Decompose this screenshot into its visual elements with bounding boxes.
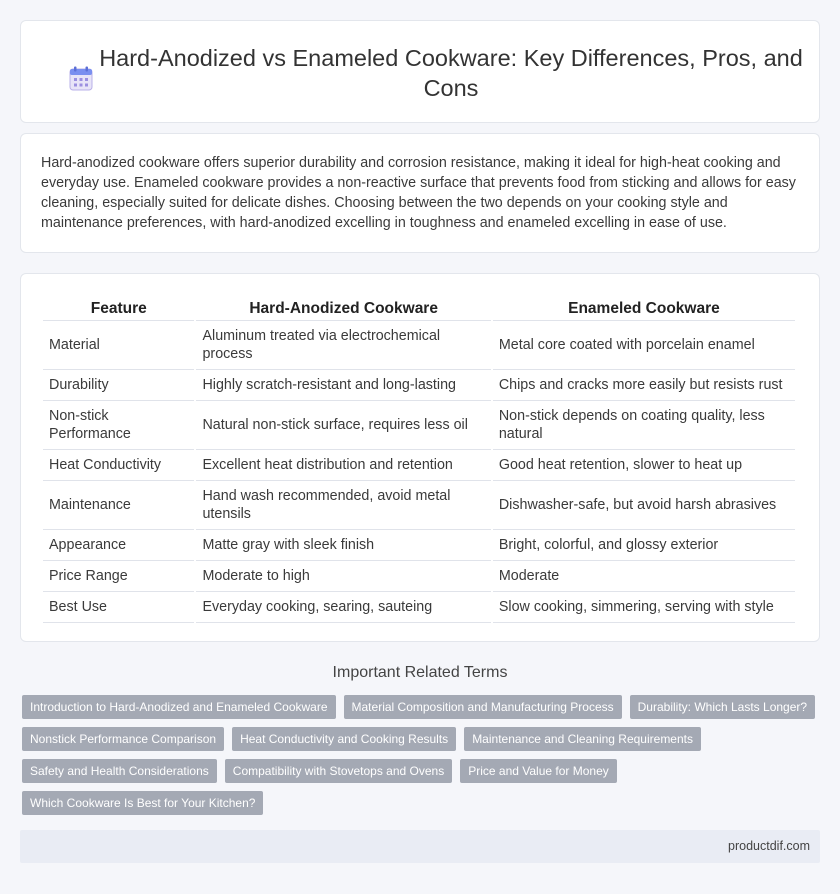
intro-text: Hard-anodized cookware offers superior durability and corrosion resistance, making it ideal for high-heat cooking and everyday use. Enameled cookware provides a non-reactive surface that prevents food from sticking and allows for easy cleaning, especially suited for delicate dishes. Choosing between the two depends on your cooking style and maintenance preferences, with hard-anodized excelling in toughness and enameled excelling in ease of use.	[41, 155, 796, 231]
row-feature: Best Use	[43, 592, 194, 623]
tag-row	[22, 727, 822, 751]
table-row	[43, 592, 795, 623]
related-term-tag[interactable]: Material Composition and Manufacturing Process	[344, 695, 622, 719]
table-row	[43, 450, 795, 481]
intro-card	[20, 133, 820, 253]
table-row	[43, 530, 795, 561]
row-feature: Price Range	[43, 561, 194, 592]
row-feature: Material	[43, 321, 194, 370]
related-term-tag[interactable]: Introduction to Hard-Anodized and Enameled Cookware	[22, 695, 336, 719]
row-hard-anodized: Natural non-stick surface, requires less oil	[196, 401, 490, 450]
row-hard-anodized: Highly scratch-resistant and long-lasting	[196, 370, 490, 401]
row-hard-anodized: Matte gray with sleek finish	[196, 530, 490, 561]
related-term-tag[interactable]: Heat Conductivity and Cooking Results	[232, 727, 456, 751]
row-enameled: Chips and cracks more easily but resists rust	[493, 370, 795, 401]
row-hard-anodized: Excellent heat distribution and retention	[196, 450, 490, 481]
row-hard-anodized: Moderate to high	[196, 561, 490, 592]
row-enameled: Non-stick depends on coating quality, less natural	[493, 401, 795, 450]
row-hard-anodized: Hand wash recommended, avoid metal utensils	[196, 481, 490, 530]
tag-row	[22, 695, 822, 719]
row-feature: Appearance	[43, 530, 194, 561]
tag-row	[22, 759, 822, 783]
row-feature: Non-stick Performance	[43, 401, 194, 450]
related-term-tag[interactable]: Nonstick Performance Comparison	[22, 727, 224, 751]
row-enameled: Metal core coated with porcelain enamel	[493, 321, 795, 370]
table-row	[43, 481, 795, 530]
row-feature: Durability	[43, 370, 194, 401]
row-enameled: Good heat retention, slower to heat up	[493, 450, 795, 481]
tag-row	[22, 791, 822, 815]
row-enameled: Slow cooking, simmering, serving with style	[493, 592, 795, 623]
related-term-tag[interactable]: Price and Value for Money	[460, 759, 617, 783]
header-hard-anodized: Hard-Anodized Cookware	[196, 296, 490, 321]
footer-site-link[interactable]: productdif.com	[728, 839, 810, 853]
row-hard-anodized: Everyday cooking, searing, sauteing	[196, 592, 490, 623]
page-title: Hard-Anodized vs Enameled Cookware: Key Differences, Pros, and Cons	[99, 45, 803, 101]
related-term-tag[interactable]: Safety and Health Considerations	[22, 759, 217, 783]
header-feature: Feature	[43, 296, 194, 321]
related-term-tag[interactable]: Which Cookware Is Best for Your Kitchen?	[22, 791, 263, 815]
comparison-table-card	[20, 273, 820, 642]
related-term-tag[interactable]: Maintenance and Cleaning Requirements	[464, 727, 701, 751]
row-enameled: Moderate	[493, 561, 795, 592]
title-card	[20, 20, 820, 123]
row-enameled: Dishwasher-safe, but avoid harsh abrasives	[493, 481, 795, 530]
table-row	[43, 321, 795, 370]
related-terms-title: Important Related Terms	[332, 664, 508, 681]
row-enameled: Bright, colorful, and glossy exterior	[493, 530, 795, 561]
row-feature: Maintenance	[43, 481, 194, 530]
footer	[20, 830, 820, 863]
comparison-table	[41, 296, 797, 623]
related-term-tag[interactable]: Compatibility with Stovetops and Ovens	[225, 759, 452, 783]
table-row	[43, 401, 795, 450]
table-row	[43, 561, 795, 592]
table-row	[43, 370, 795, 401]
row-hard-anodized: Aluminum treated via electrochemical process	[196, 321, 490, 370]
related-term-tag[interactable]: Durability: Which Lasts Longer?	[630, 695, 815, 719]
related-terms-tags	[22, 695, 822, 823]
row-feature: Heat Conductivity	[43, 450, 194, 481]
header-enameled: Enameled Cookware	[493, 296, 795, 321]
